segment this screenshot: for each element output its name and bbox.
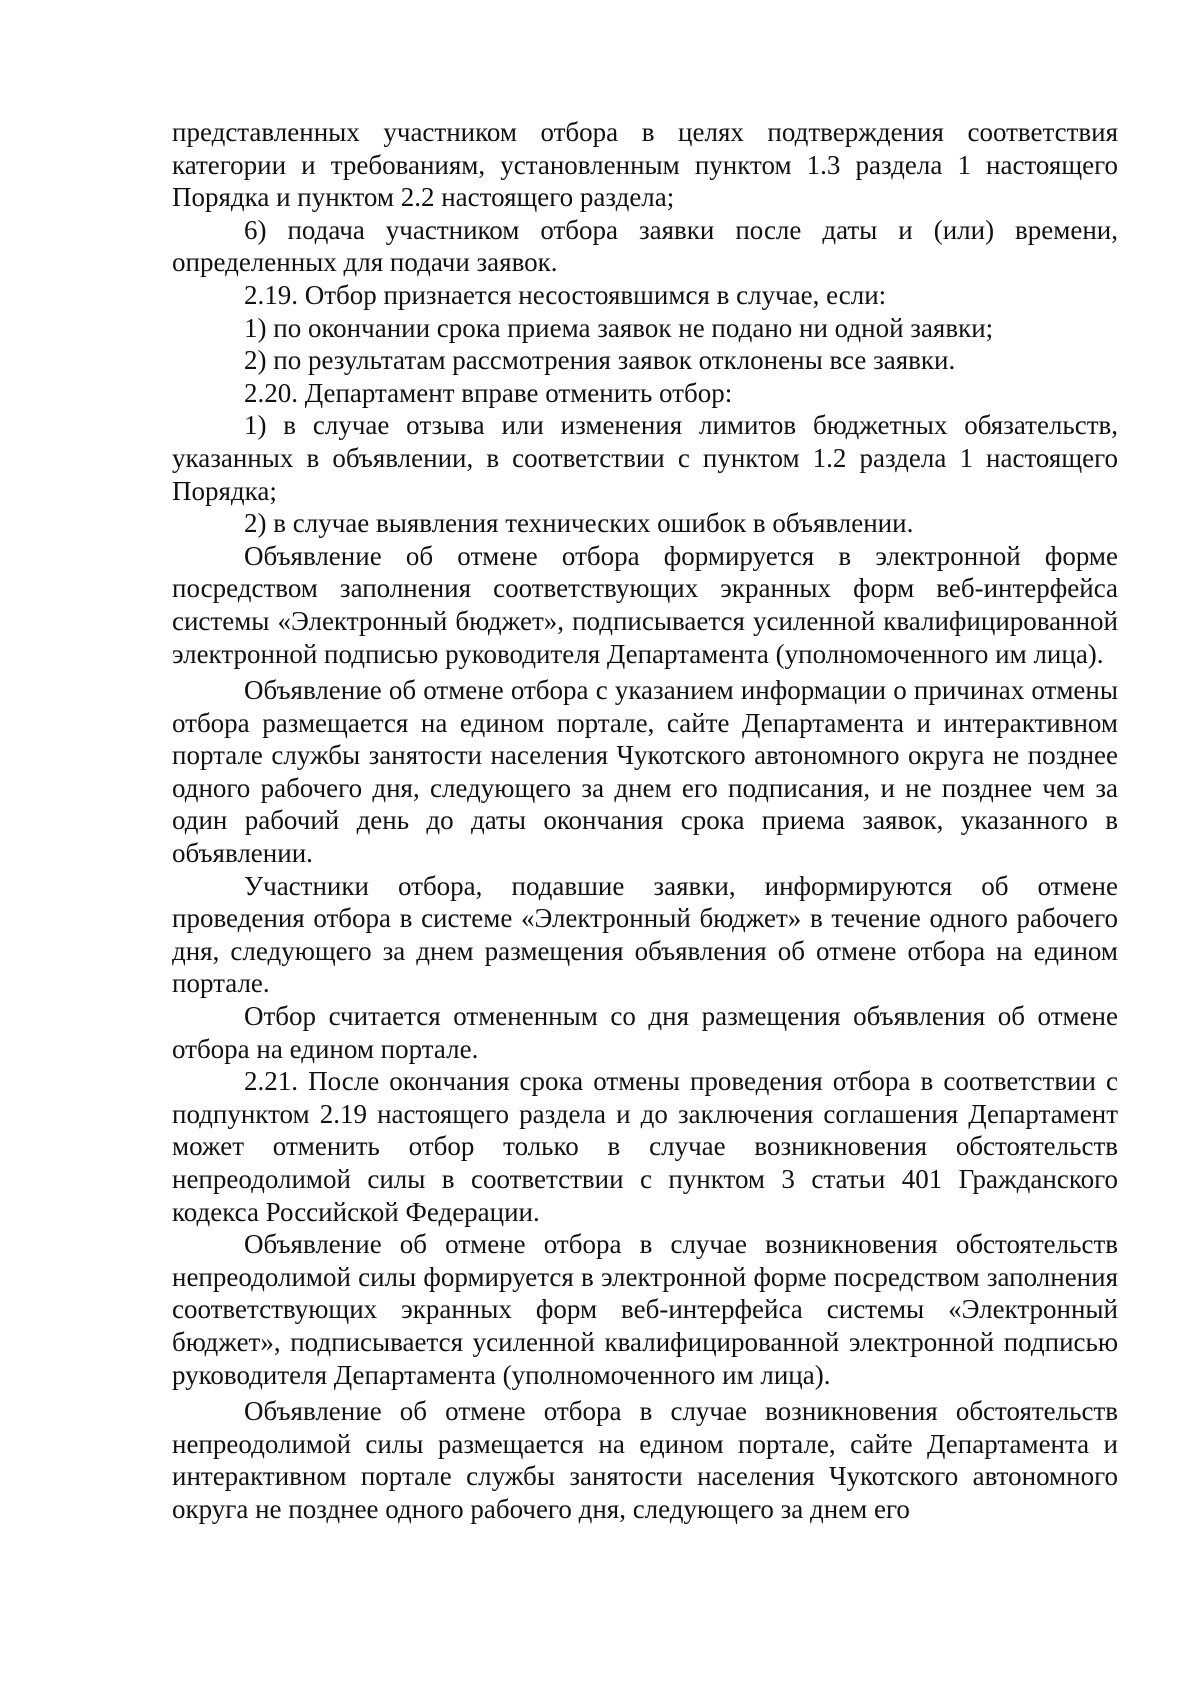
document-paragraph: Объявление об отмене отбора в случае возникновения обстоятельств непреодолимой силы формируется в электронной форме посредством заполнения соответствующих экранных форм веб-интерфейса системы «Электронный бюджет», подписывается усиленной квалифицированной электронной подписью руководителя Департамента (уполномоченного им лица). <box>172 1229 1118 1390</box>
document-paragraph: Объявление об отмене отбора в случае возникновения обстоятельств непреодолимой силы размещается на едином портале, сайте Департамента и интерактивном портале службы занятости населения Чукотского автономного округа не позднее одного рабочего дня, следующего за днем его <box>172 1396 1118 1524</box>
document-text-body <box>172 116 1118 1526</box>
document-paragraph: Участники отбора, подавшие заявки, информируются об отмене проведения отбора в системе «Электронный бюджет» в течение одного рабочего дня, следующего за днем размещения объявления об отмене отбора на едином портале. <box>172 870 1118 999</box>
document-paragraph: 2.21. После окончания срока отмены проведения отбора в соответствии с подпунктом 2.19 настоящего раздела и до заключения соглашения Департамент может отменить отбор только в случае возникновения обстоятельств непреодолимой силы в соответствии с пунктом 3 статьи 401 Гражданского кодекса Российской Федерации. <box>172 1066 1118 1227</box>
document-paragraph: 6) подача участником отбора заявки после даты и (или) времени, определенных для подачи заявок. <box>172 214 1118 278</box>
document-paragraph: 2.19. Отбор признается несостоявшимся в случае, если: <box>244 279 887 310</box>
document-paragraph: 2) по результатам рассмотрения заявок отклонены все заявки. <box>244 345 956 376</box>
document-paragraph: 2) в случае выявления технических ошибок в объявлении. <box>244 508 914 539</box>
document-paragraph: представленных участником отбора в целях подтверждения соответствия категории и требованиям, установленным пунктом 1.3 раздела 1 настоящего Порядка и пунктом 2.2 настоящего раздела; <box>172 117 1118 213</box>
document-paragraph: Объявление об отмене отбора с указанием информации о причинах отмены отбора размещается на едином портале, сайте Департамента и интерактивном портале службы занятости населения Чукотского автономного округа не позднее одного рабочего дня, следующего за днем его подписания, и не позднее чем за один рабочий день до даты окончания срока приема заявок, указанного в объявлении. <box>172 675 1118 869</box>
document-paragraph: 2.20. Департамент вправе отменить отбор: <box>244 377 733 408</box>
document-paragraph: 1) в случае отзыва или изменения лимитов бюджетных обязательств, указанных в объявлении, в соответствии с пунктом 1.2 раздела 1 настоящего Порядка; <box>172 410 1118 506</box>
document-paragraph: 1) по окончании срока приема заявок не подано ни одной заявки; <box>244 312 994 343</box>
document-paragraph: Отбор считается отмененным со дня размещения объявления об отмене отбора на едином портале. <box>172 1001 1118 1064</box>
document-paragraph: Объявление об отмене отбора формируется в электронной форме посредством заполнения соответствующих экранных форм веб-интерфейса системы «Электронный бюджет», подписывается усиленной квалифицированной электронной подписью руководителя Департамента (уполномоченного им лица). <box>172 540 1118 669</box>
